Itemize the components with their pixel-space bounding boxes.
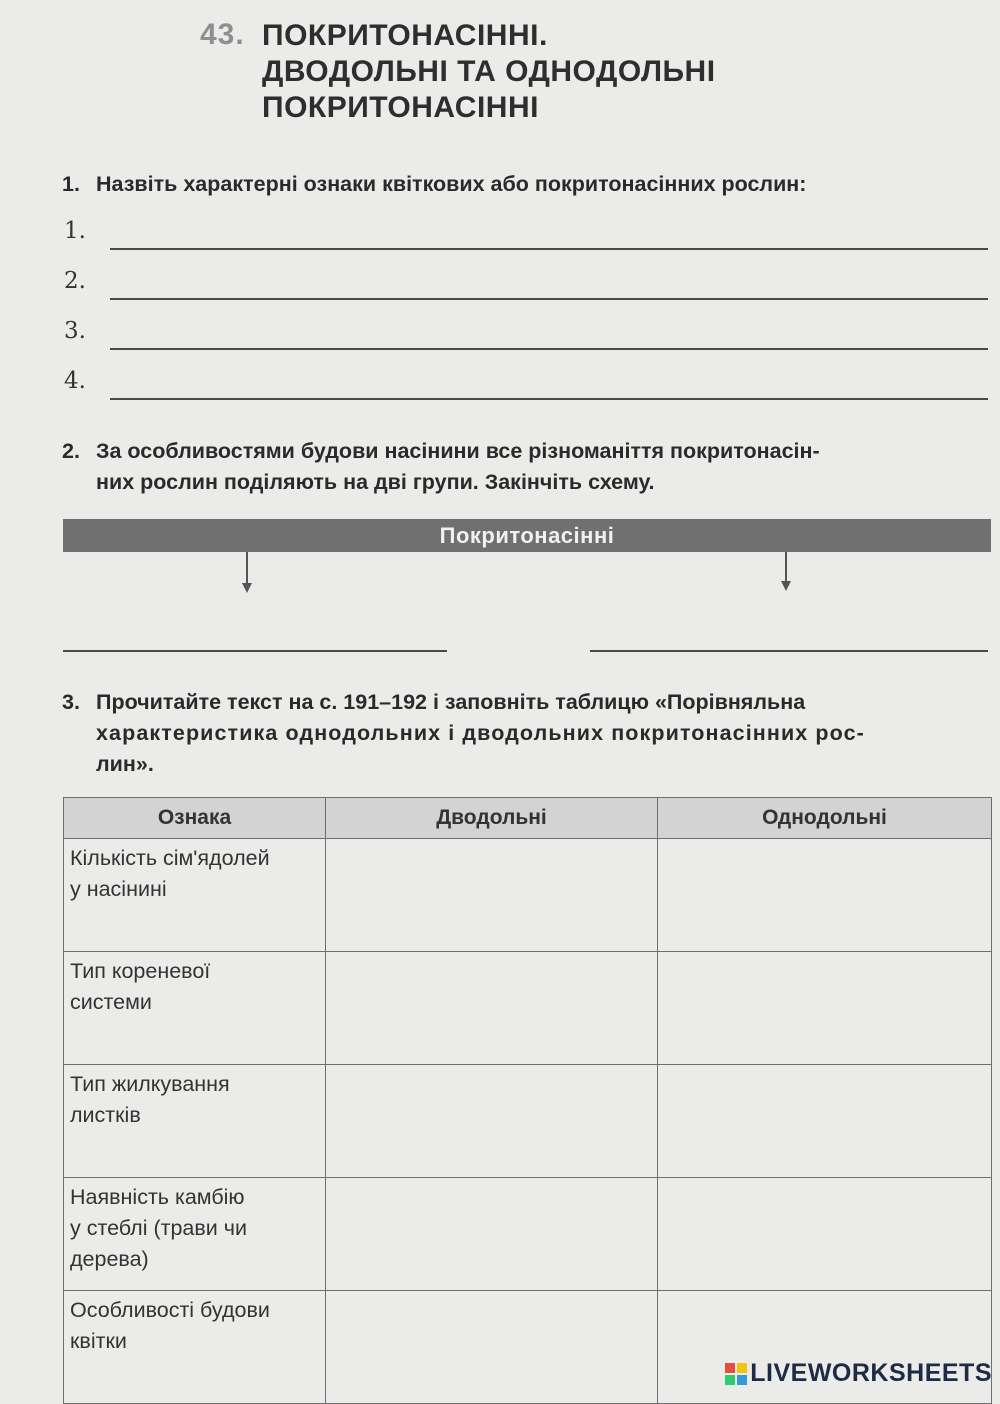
answer-cell-monocots[interactable]: [658, 1065, 992, 1178]
question-3-number: 3.: [62, 690, 80, 714]
answer-cell-monocots[interactable]: [658, 839, 992, 952]
table-row: [64, 952, 992, 1065]
answer-line-2[interactable]: [110, 298, 988, 300]
row-label-line: системи: [70, 990, 152, 1014]
row-label-line: Наявність камбію: [70, 1185, 245, 1209]
question-3-line-2: характеристика однодольних і дводольних покритонасінних рос-: [96, 721, 865, 745]
answer-row-2-number: 2.: [64, 268, 86, 294]
scheme-answer-line-left[interactable]: [63, 650, 447, 652]
table-row: [64, 1178, 992, 1291]
table-row: [64, 839, 992, 952]
row-label-line: Тип кореневої: [70, 959, 211, 983]
row-label: [64, 1065, 326, 1178]
watermark-text: LIVEWORKSHEETS: [750, 1359, 992, 1387]
answer-row-2: [64, 268, 988, 300]
row-label-line: у стеблі (трави чи: [70, 1216, 247, 1240]
answer-line-4[interactable]: [110, 398, 988, 400]
answer-row-4: [64, 368, 988, 400]
question-3: [62, 687, 992, 780]
answer-row-4-number: 4.: [64, 368, 86, 394]
question-1-text: Назвіть характерні ознаки квіткових або покритонасінних рослин:: [96, 172, 807, 196]
answer-cell-monocots[interactable]: [658, 1178, 992, 1291]
answer-cell-monocots[interactable]: [658, 952, 992, 1065]
answer-cell-dicots[interactable]: [326, 952, 658, 1065]
answer-row-3: [64, 318, 988, 350]
comparison-table: [63, 797, 992, 1404]
header-dicots: Дводольні: [326, 798, 658, 839]
liveworksheets-logo-icon: [725, 1363, 747, 1385]
row-label: [64, 952, 326, 1065]
answer-line-3[interactable]: [110, 348, 988, 350]
answer-row-1-number: 1.: [64, 218, 86, 244]
arrow-down-icon: [242, 583, 252, 593]
question-1: [62, 169, 806, 200]
question-2-line-1: За особливостями будови насінини все різноманіття покритонасін-: [96, 439, 820, 463]
row-label-line: квітки: [70, 1329, 127, 1353]
answer-row-1: [64, 218, 988, 250]
liveworksheets-watermark: [725, 1359, 992, 1388]
row-label-line: у насінині: [70, 877, 167, 901]
arrow-down-icon: [781, 581, 791, 591]
scheme-title-bar: Покритонасінні: [63, 519, 991, 552]
row-label-line: листків: [70, 1103, 141, 1127]
question-2-line-2: них рослин поділяють на дві групи. Закінчіть схему.: [96, 470, 655, 494]
scheme-arrow-left: [246, 552, 248, 584]
question-2: [62, 436, 820, 498]
answer-cell-dicots[interactable]: [326, 1065, 658, 1178]
question-2-number: 2.: [62, 439, 80, 463]
title-line-3: ПОКРИТОНАСІННІ: [262, 91, 539, 124]
answer-row-3-number: 3.: [64, 318, 86, 344]
row-label: [64, 1178, 326, 1291]
answer-cell-dicots[interactable]: [326, 1291, 658, 1404]
table-row: [64, 1065, 992, 1178]
answer-cell-dicots[interactable]: [326, 839, 658, 952]
header-feature: Ознака: [64, 798, 326, 839]
row-label: [64, 839, 326, 952]
title-line-1: ПОКРИТОНАСІННІ.: [262, 19, 548, 52]
answer-line-1[interactable]: [110, 248, 988, 250]
row-label-line: дерева): [70, 1247, 149, 1271]
question-1-number: 1.: [62, 172, 80, 196]
scheme-answer-line-right[interactable]: [590, 650, 988, 652]
lesson-title: [262, 18, 716, 126]
row-label: [64, 1291, 326, 1404]
header-monocots: Однодольні: [658, 798, 992, 839]
lesson-number: 43.: [200, 18, 245, 51]
row-label-line: Кількість сім'ядолей: [70, 846, 270, 870]
row-label-line: Особливості будови: [70, 1298, 270, 1322]
title-line-2: ДВОДОЛЬНІ ТА ОДНОДОЛЬНІ: [262, 55, 716, 88]
scheme-arrow-right: [785, 552, 787, 582]
row-label-line: Тип жилкування: [70, 1072, 230, 1096]
question-3-line-1: Прочитайте текст на с. 191–192 і заповніть таблицю «Порівняльна: [96, 690, 806, 714]
question-3-line-3: лин».: [96, 752, 154, 776]
table-header-row: [64, 798, 992, 839]
answer-cell-dicots[interactable]: [326, 1178, 658, 1291]
